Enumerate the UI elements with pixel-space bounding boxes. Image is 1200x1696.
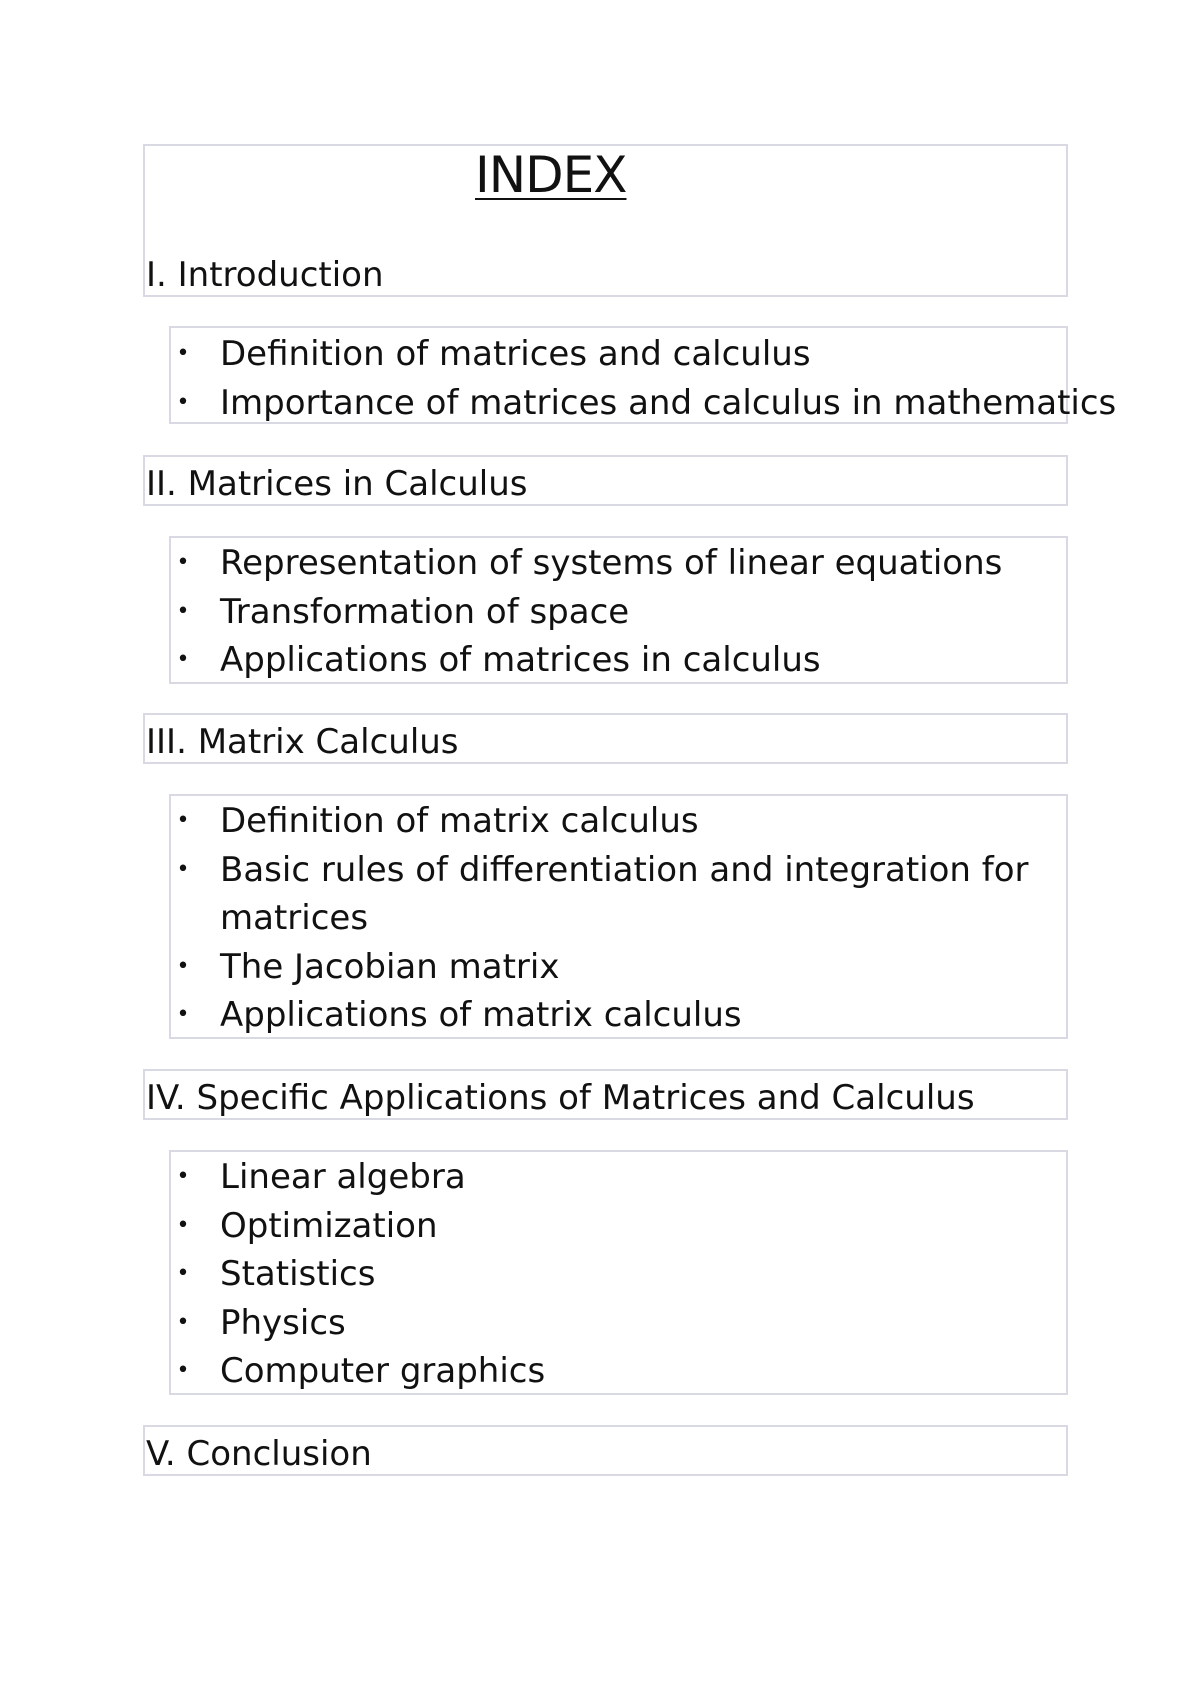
bullet-icon: • — [176, 808, 190, 833]
bullet-icon: • — [176, 389, 190, 415]
bullet-icon: • — [176, 598, 190, 624]
page-title: INDEX — [475, 146, 627, 204]
list-item: • The Jacobian matrix — [172, 943, 1070, 992]
section-2-list — [172, 539, 1002, 685]
list-item: • Transformation of space — [172, 588, 1002, 637]
bullet-icon: • — [176, 647, 190, 672]
bullet-icon: • — [176, 1002, 190, 1027]
bullet-icon: • — [176, 1309, 190, 1335]
list-item: • Definition of matrix calculus — [172, 797, 1070, 846]
list-item: • Computer graphics — [172, 1347, 545, 1396]
section-heading-introduction: I. Introduction — [146, 255, 384, 295]
list-item: • Applications of matrices in calculus — [172, 636, 1002, 685]
list-item: • Statistics — [172, 1250, 545, 1299]
list-item: • Linear algebra — [172, 1153, 545, 1202]
list-item: • Representation of systems of linear equations — [172, 539, 1002, 588]
section-1-list — [172, 330, 1116, 427]
list-item: • Optimization — [172, 1202, 545, 1251]
section-heading-specific-applications: IV. Specific Applications of Matrices and Calculus — [146, 1078, 975, 1118]
bullet-icon: • — [176, 550, 190, 575]
list-item: • Physics — [172, 1299, 545, 1348]
section-3-list — [172, 797, 1070, 1040]
bullet-icon: • — [176, 1261, 190, 1286]
section-heading-matrix-calculus: III. Matrix Calculus — [146, 722, 459, 762]
bullet-icon: • — [176, 856, 190, 882]
section-heading-matrices-in-calculus: II. Matrices in Calculus — [146, 464, 528, 504]
bullet-icon: • — [176, 1358, 190, 1383]
list-item: • Definition of matrices and calculus — [172, 330, 1116, 379]
bullet-icon: • — [176, 341, 190, 366]
bullet-icon: • — [176, 1164, 190, 1189]
bullet-icon: • — [176, 953, 190, 979]
list-item: • Basic rules of differentiation and integration for matrices — [172, 846, 1070, 943]
list-item: • Importance of matrices and calculus in mathematics — [172, 379, 1116, 428]
section-4-list — [172, 1153, 545, 1396]
bullet-icon: • — [176, 1212, 190, 1238]
list-item: • Applications of matrix calculus — [172, 991, 1070, 1040]
section-heading-conclusion: V. Conclusion — [146, 1434, 372, 1474]
